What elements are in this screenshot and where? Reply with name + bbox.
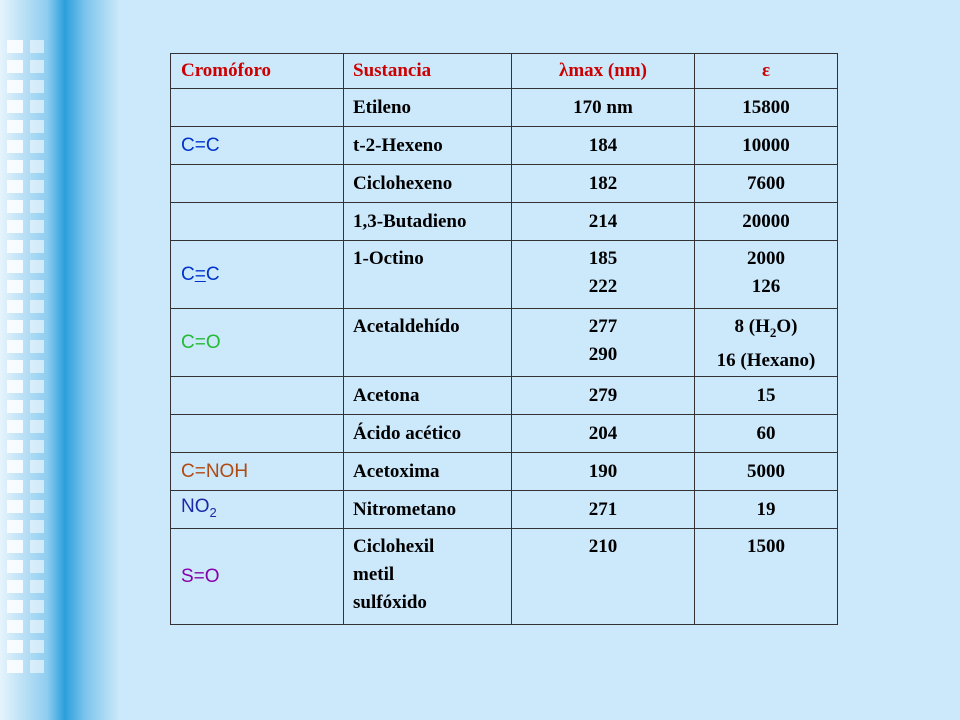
sidebar-squares-pattern-2 [30, 40, 44, 680]
cromoforo-cell [171, 377, 344, 415]
lambda-cell: 182 [512, 165, 695, 203]
lambda-cell: 214 [512, 203, 695, 241]
lambda-cell: 279 [512, 377, 695, 415]
sustancia-cell: Acetona [344, 377, 512, 415]
cromoforo-cell [171, 491, 344, 529]
triple-bond-c1: C [181, 263, 195, 285]
epsilon-cell: 60 [695, 415, 838, 453]
table-row [171, 203, 838, 241]
epsilon-text: O) [776, 316, 798, 337]
sustancia-cell: Nitrometano [344, 491, 512, 529]
cromoforo-cell [171, 241, 344, 309]
table-row [171, 309, 838, 377]
sustancia-cell: t-2-Hexeno [344, 127, 512, 165]
epsilon-value-1 [701, 313, 831, 347]
table-row [171, 529, 838, 625]
table-row [171, 165, 838, 203]
cromoforo-cell: C=C [171, 127, 344, 165]
epsilon-subscript: 2 [769, 324, 777, 340]
sustancia-cell: 1-Octino [344, 241, 512, 309]
sustancia-cell: Ciclohexeno [344, 165, 512, 203]
sustancia-cell: Ácido acético [344, 415, 512, 453]
cromoforo-cell [171, 203, 344, 241]
sustancia-cell: 1,3-Butadieno [344, 203, 512, 241]
epsilon-cell: 10000 [695, 127, 838, 165]
epsilon-cell [695, 241, 838, 309]
triple-bond-c2: C [205, 263, 220, 285]
cromoforo-cell: C=O [171, 309, 344, 377]
sustancia-cell: Acetoxima [344, 453, 512, 491]
triple-bond-symbol: = [194, 263, 206, 285]
cromoforo-cell: C=NOH [171, 453, 344, 491]
header-epsilon: ε [695, 54, 838, 89]
table-row [171, 127, 838, 165]
epsilon-value-1: 2000 [747, 248, 785, 269]
epsilon-value-2: 16 (Hexano) [716, 349, 816, 371]
table-row [171, 491, 838, 529]
no2-subscript: 2 [209, 504, 217, 520]
chromophore-table [170, 53, 838, 625]
sidebar-squares-pattern [7, 40, 23, 680]
decorative-sidebar [0, 0, 118, 720]
sustancia-line-2: metil [353, 564, 395, 585]
table-row [171, 89, 838, 127]
cromoforo-cell [171, 415, 344, 453]
epsilon-cell: 20000 [695, 203, 838, 241]
lambda-cell [512, 309, 695, 377]
table-row [171, 241, 838, 309]
lambda-cell: 170 nm [512, 89, 695, 127]
lambda-value-2: 290 [588, 344, 618, 365]
sustancia-cell: Acetaldehído [344, 309, 512, 377]
epsilon-cell: 19 [695, 491, 838, 529]
epsilon-cell: 15 [695, 377, 838, 415]
lambda-cell: 271 [512, 491, 695, 529]
lambda-cell [512, 241, 695, 309]
lambda-value-1: 277 [588, 316, 618, 337]
lambda-value-1: 185 [588, 248, 618, 269]
sustancia-line-3: sulfóxido [353, 592, 427, 613]
lambda-cell: 210 [512, 529, 695, 625]
epsilon-cell: 5000 [695, 453, 838, 491]
no2-main: NO [181, 495, 210, 517]
epsilon-cell: 7600 [695, 165, 838, 203]
sustancia-cell [344, 529, 512, 625]
lambda-cell: 184 [512, 127, 695, 165]
epsilon-cell: 15800 [695, 89, 838, 127]
table-row [171, 453, 838, 491]
sustancia-line-1: Ciclohexil [353, 536, 435, 557]
epsilon-value-2: 126 [751, 276, 781, 297]
lambda-cell: 204 [512, 415, 695, 453]
table-row [171, 377, 838, 415]
epsilon-text: 8 (H [734, 316, 770, 337]
lambda-value-2: 222 [588, 276, 618, 297]
table-row [171, 415, 838, 453]
cromoforo-cell: S=O [171, 529, 344, 625]
lambda-cell: 190 [512, 453, 695, 491]
epsilon-cell: 1500 [695, 529, 838, 625]
header-cromoforo: Cromóforo [171, 54, 344, 89]
header-sustancia: Sustancia [344, 54, 512, 89]
epsilon-cell [695, 309, 838, 377]
cromoforo-cell [171, 89, 344, 127]
header-row [171, 54, 838, 89]
cromoforo-cell [171, 165, 344, 203]
header-lambda: λmax (nm) [512, 54, 695, 89]
sustancia-cell: Etileno [344, 89, 512, 127]
